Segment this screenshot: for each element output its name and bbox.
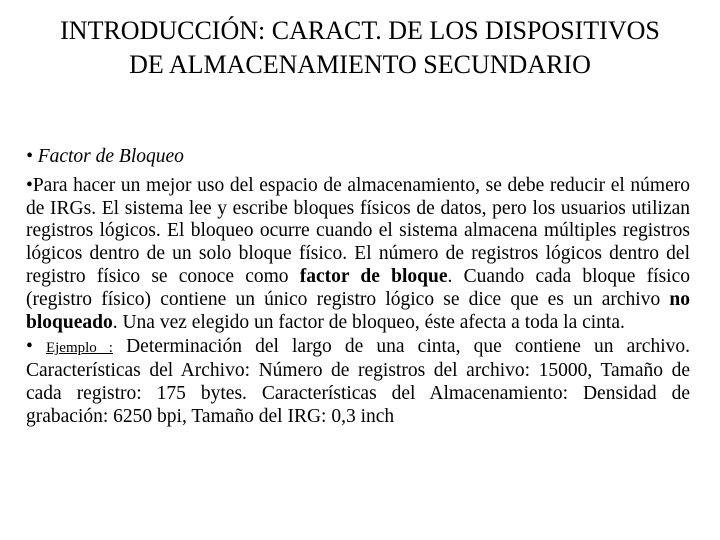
bullet-factor-de-bloqueo: • Factor de Bloqueo [26,146,184,167]
paragraph-text-1: Para hacer un mejor uso del espacio de almacenamiento, se debe reducir el número de IRGs. El sistema lee y escribe bloques físicos de datos, pero los usuarios utilizan registros lógicos. El bloqueo ocurre cuando el sistema almacena múltiples registros lógicos dentro de un solo bloque físico. El número de registros lógicos dentro del registro físico se conoce como [26,174,690,287]
paragraph-example [26,336,690,428]
paragraph-blocking-explanation [26,175,690,335]
example-bullet: • [26,336,33,358]
example-label: Ejemplo : [45,340,113,357]
example-text: Determinación del largo de una cinta, que contiene un archivo. Características del Archivo: Número de registros del archivo: 15000, Tamaño de cada registro: 175 bytes. Características del Almacenamiento: Densidad de grabación: 6250 bpi, Tamaño del IRG: 0,3 inch [26,336,690,427]
title-line-1: INTRODUCCIÓN: CARACT. DE LOS DISPOSITIVOS [60,16,660,45]
paragraph-text-3: . Una vez elegido un factor de bloqueo, éste afecta a toda la cinta. [112,311,625,333]
paragraph-text-2: . Cuando cada bloque físico (registro físico) contiene un único registro lógico se dice que es un archivo [26,265,690,310]
slide-body [26,146,690,429]
paragraph-bullet: • [26,174,33,196]
slide-title [0,14,720,82]
term-no-bloqueado: no bloqueado [26,288,690,333]
title-line-2: DE ALMACENAMIENTO SECUNDARIO [129,50,591,79]
term-factor-de-bloque: factor de bloque [299,265,448,287]
